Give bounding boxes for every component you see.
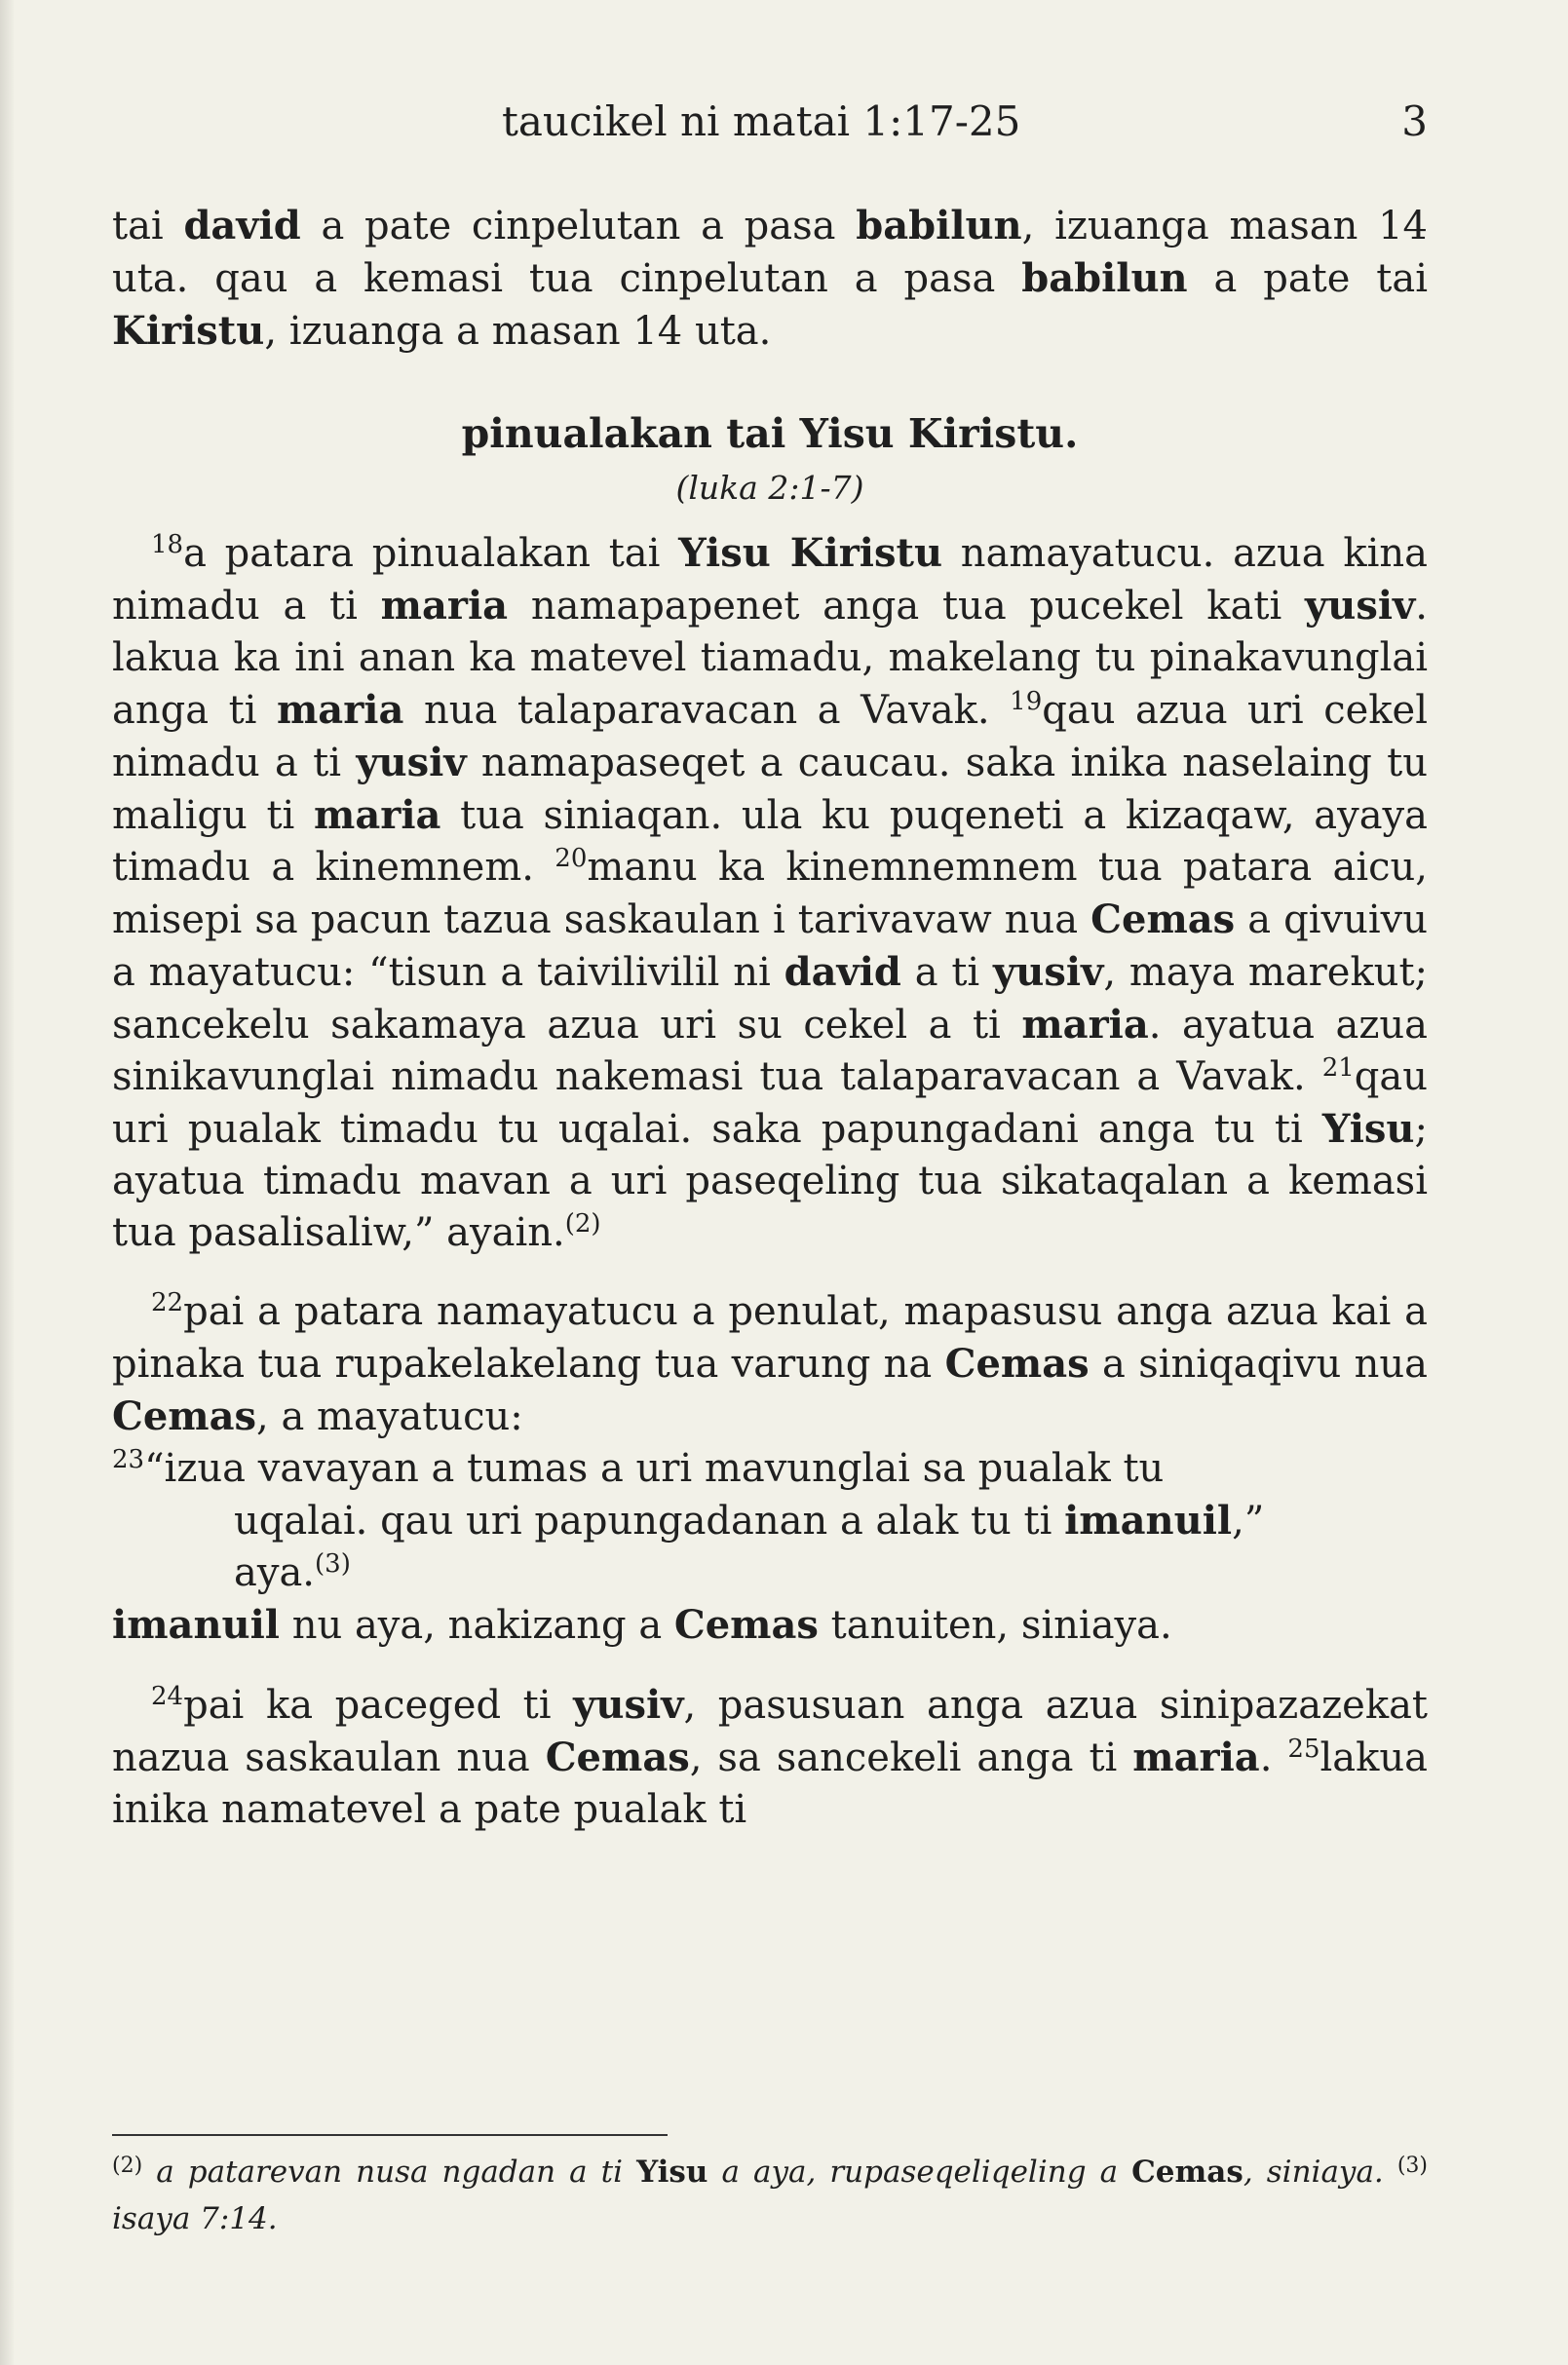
- quote-line: uqalai. qau uri papungadanan a alak tu ti imanuil,”: [234, 1498, 1265, 1544]
- main-text: [112, 200, 1428, 1836]
- footnote-marker: (2): [112, 2154, 143, 2178]
- footnote-marker: (2): [564, 1209, 601, 1239]
- verse-number: 23: [112, 1445, 145, 1474]
- paragraph: imanuil nu aya, nakizang a Cemas tanuiten, siniaya.: [112, 1602, 1172, 1648]
- verse-number: 21: [1321, 1053, 1355, 1083]
- paragraph: $^{18}$a patara pinualakan tai Yisu Kiristu namayatucu. azua kina nimadu a ti maria namapapenet anga tua pucekel kati yusiv. lakua ka ini anan ka matevel tiamadu, makelang tu pinakavunglai anga ti maria nua talaparavacan a Vavak. $^{19}$qau azua uri cekel nimadu a ti yusiv namapaseqet a caucau. saka inika naselaing tu maligu ti maria tua siniaqan. ula ku puqeneti a kizaqaw, ayaya timadu a kinemnem. $^{20}$manu ka kinemnemnem tua patara aicu, misepi sa pacun tazua saskaulan i tarivavaw nua Cemas a qivuivu a mayatucu: “tisun a taivilivilil ni david a ti yusiv, maya marekut; sancekelu sakamaya azua uri su cekel a ti maria. ayatua azua sinikavunglai nimadu nakemasi tua talaparavacan a Vavak. $^{21}$qau uri pualak timadu tu uqalai. saka papungadani anga tu ti Yisu; ayatua timadu mavan a uri paseqeling tua sikataqalan a kemasi tua pasalisaliw,” ayain.$^{(2)}$: [112, 530, 1429, 1255]
- paragraph: $^{24}$pai ka paceged ti yusiv, pasusuan anga azua sinipazazekat nazua saskaulan nua Cemas, sa sancekeli anga ti maria. $^{25}$lakua inika namatevel a pate pualak ti: [112, 1682, 1428, 1832]
- quotation: [112, 1443, 1428, 1599]
- verse-number: 25: [1287, 1735, 1320, 1764]
- page-edge: [0, 0, 14, 2365]
- page-number: 3: [1401, 97, 1428, 145]
- footnotes: $^{(2)}$ a patarevan nusa ngadan a ti Yisu a aya, rupaseqeliqeling a Cemas, siniaya. $^{(3)}$ isaya 7:14.: [112, 2154, 1428, 2236]
- section-heading: pinualakan tai Yisu Kiristu.: [461, 410, 1079, 457]
- running-title: taucikel ni matai 1:17-25: [502, 97, 1021, 145]
- quote-line: aya.$^{(3)}$: [234, 1549, 351, 1595]
- footnote-divider: [112, 2134, 668, 2136]
- quote-line: $^{23}$“izua vavayan a tumas a uri mavunglai sa pualak tu: [112, 1445, 1165, 1491]
- running-header: [112, 97, 1428, 166]
- verse-number: 24: [151, 1682, 184, 1711]
- footnote-marker: (3): [1396, 2154, 1428, 2178]
- paragraph: tai david a pate cinpelutan a pasa babilun, izuanga masan 14 uta. qau a kemasi tua cinpelutan a pasa babilun a pate tai Kiristu, izuanga a masan 14 uta.: [112, 203, 1428, 354]
- verse-number: 20: [555, 844, 588, 873]
- paragraph: $^{22}$pai a patara namayatucu a penulat, mapasusu anga azua kai a pinaka tua rupakelakelang tua varung na Cemas a siniqaqivu nua Cemas, a mayatucu:: [112, 1288, 1429, 1439]
- verse-number: 19: [1010, 687, 1043, 716]
- section-reference: (luka 2:1-7): [675, 469, 864, 507]
- verse-number: 18: [151, 530, 184, 559]
- verse-number: 22: [151, 1288, 184, 1317]
- footnote-marker: (3): [315, 1549, 351, 1579]
